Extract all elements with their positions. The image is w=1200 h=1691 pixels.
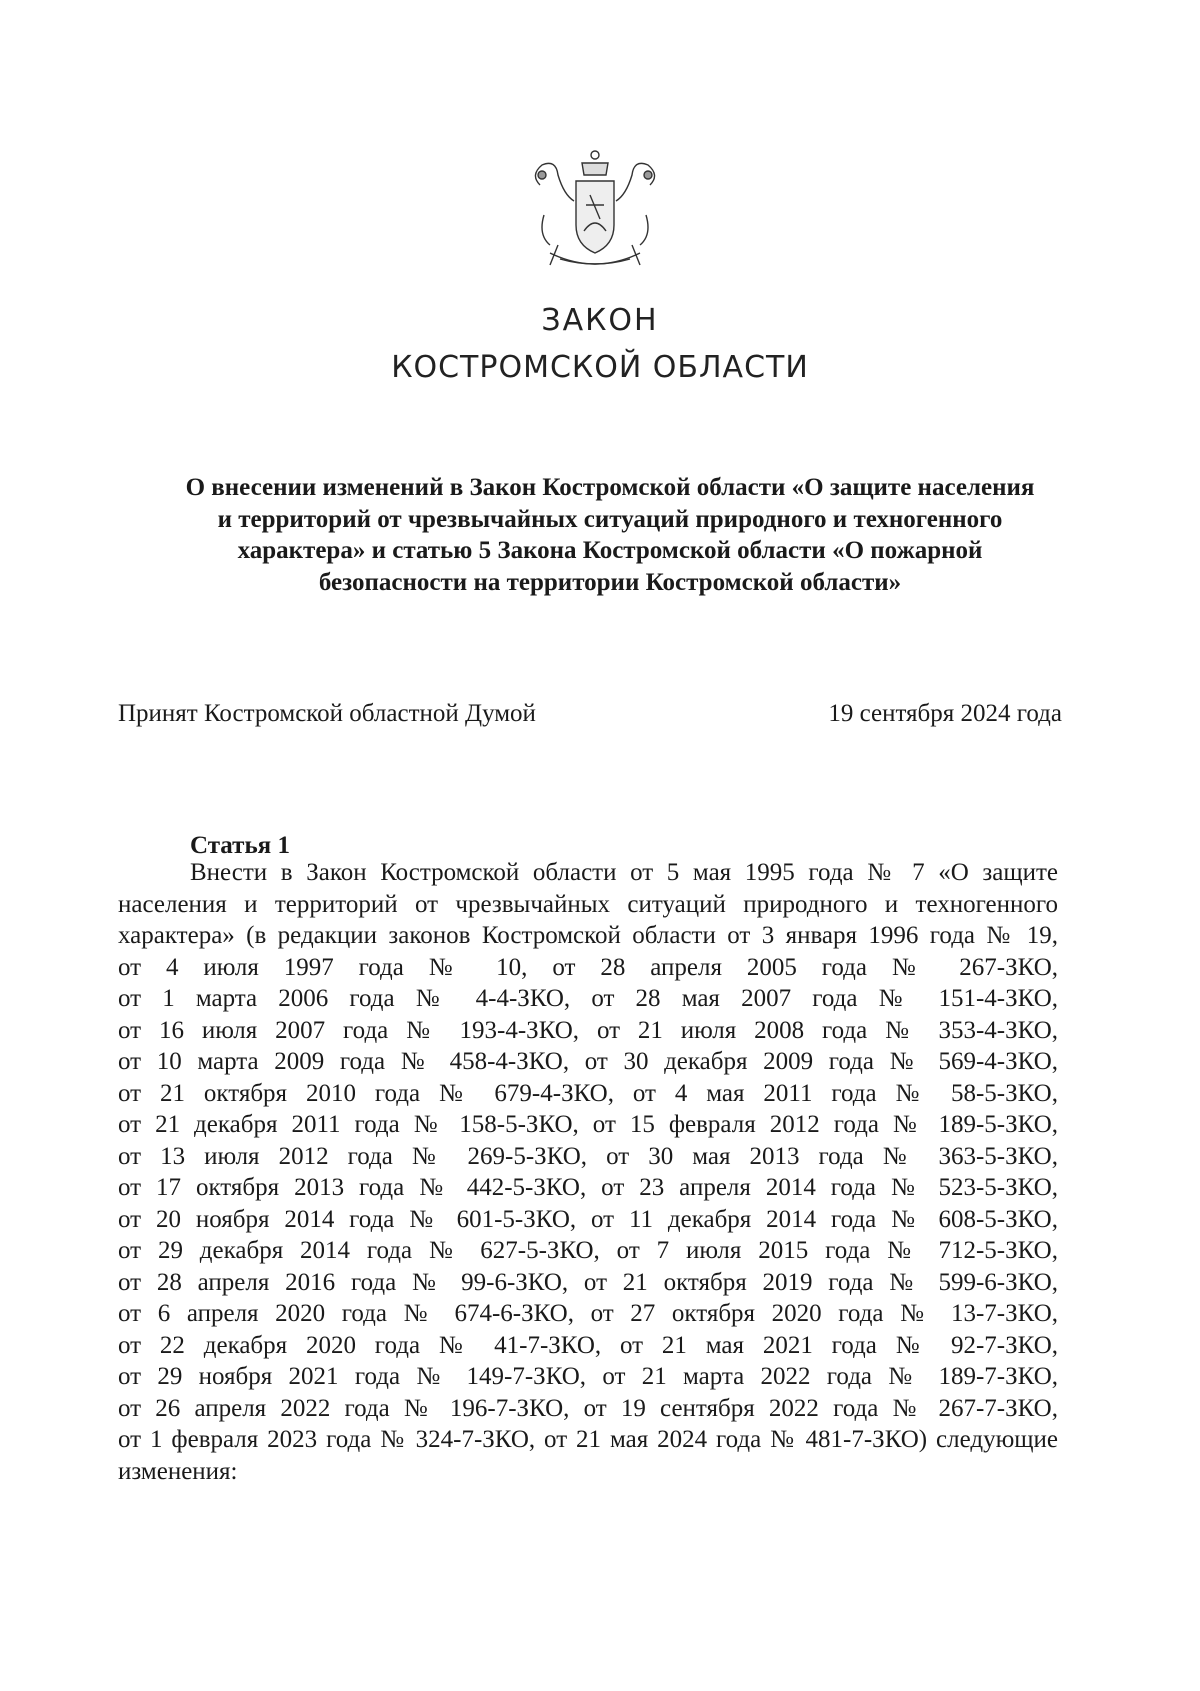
body-line: от 21 декабря 2011 года № 158-5-ЗКО, от 15 февраля 2012 года № 189-5-ЗКО, xyxy=(118,1111,1058,1138)
body-line: изменения: xyxy=(118,1457,238,1485)
article-body xyxy=(118,857,1058,1487)
body-line: от 4 июля 1997 года № 10, от 28 апреля 2005 года № 267-ЗКО, xyxy=(118,953,1058,981)
body-line: от 26 апреля 2022 года № 196-7-ЗКО, от 19 сентября 2022 года № 267-7-ЗКО, xyxy=(118,1394,1058,1422)
adoption-date: 19 сентября 2024 года xyxy=(828,700,1062,727)
body-line: от 29 декабря 2014 года № 627-5-ЗКО, от 7 июля 2015 года № 712-5-ЗКО, xyxy=(118,1237,1058,1264)
body-line: от 13 июля 2012 года № 269-5-ЗКО, от 30 мая 2013 года № 363-5-ЗКО, xyxy=(118,1142,1058,1170)
subject-line: безопасности на территории Костромской области» xyxy=(318,568,902,596)
law-subject xyxy=(165,472,1055,598)
body-line: от 1 марта 2006 года № 4-4-ЗКО, от 28 мая 2007 года № 151-4-ЗКО, xyxy=(118,985,1058,1012)
body-line: от 10 марта 2009 года № 458-4-ЗКО, от 30 декабря 2009 года № 569-4-ЗКО, xyxy=(118,1048,1058,1075)
law-region-title: КОСТРОМСКОЙ ОБЛАСТИ xyxy=(391,350,809,385)
body-line: характера» (в редакции законов Костромской области от 3 января 1996 года № 19, xyxy=(118,922,1058,949)
subject-line: характера» и статью 5 Закона Костромской области «О пожарной xyxy=(237,537,983,564)
law-title: ЗАКОН xyxy=(541,303,659,338)
body-line: от 21 октября 2010 года № 679-4-ЗКО, от 4 мая 2011 года № 58-5-ЗКО, xyxy=(118,1079,1058,1107)
coat-of-arms-icon xyxy=(520,145,670,275)
body-line: от 28 апреля 2016 года № 99-6-ЗКО, от 21 октября 2019 года № 599-6-ЗКО, xyxy=(118,1268,1058,1296)
body-line: от 16 июля 2007 года № 193-4-ЗКО, от 21 июля 2008 года № 353-4-ЗКО, xyxy=(118,1016,1058,1044)
body-line: населения и территорий от чрезвычайных ситуаций природного и техногенного xyxy=(118,890,1058,918)
body-line: от 29 ноября 2021 года № 149-7-ЗКО, от 21 марта 2022 года № 189-7-ЗКО, xyxy=(118,1363,1058,1390)
subject-line: О внесении изменений в Закон Костромской области «О защите населения xyxy=(185,474,1035,501)
adopted-by: Принят Костромской областной Думой xyxy=(118,700,536,727)
subject-line: и территорий от чрезвычайных ситуаций природного и техногенного xyxy=(217,505,1003,533)
body-line: от 1 февраля 2023 года № 324-7-ЗКО, от 21 мая 2024 года № 481-7-ЗКО) следующие xyxy=(118,1426,1058,1453)
article-heading: Статья 1 xyxy=(190,832,290,859)
body-line: от 22 декабря 2020 года № 41-7-ЗКО, от 21 мая 2021 года № 92-7-ЗКО, xyxy=(118,1331,1058,1359)
body-line: от 6 апреля 2020 года № 674-6-ЗКО, от 27 октября 2020 года № 13-7-ЗКО, xyxy=(118,1300,1058,1327)
body-line: от 20 ноября 2014 года № 601-5-ЗКО, от 11 декабря 2014 года № 608-5-ЗКО, xyxy=(118,1205,1058,1233)
body-line: Внести в Закон Костромской области от 5 мая 1995 года № 7 «О защите xyxy=(190,859,1058,886)
body-line: от 17 октября 2013 года № 442-5-ЗКО, от 23 апреля 2014 года № 523-5-ЗКО, xyxy=(118,1174,1058,1201)
